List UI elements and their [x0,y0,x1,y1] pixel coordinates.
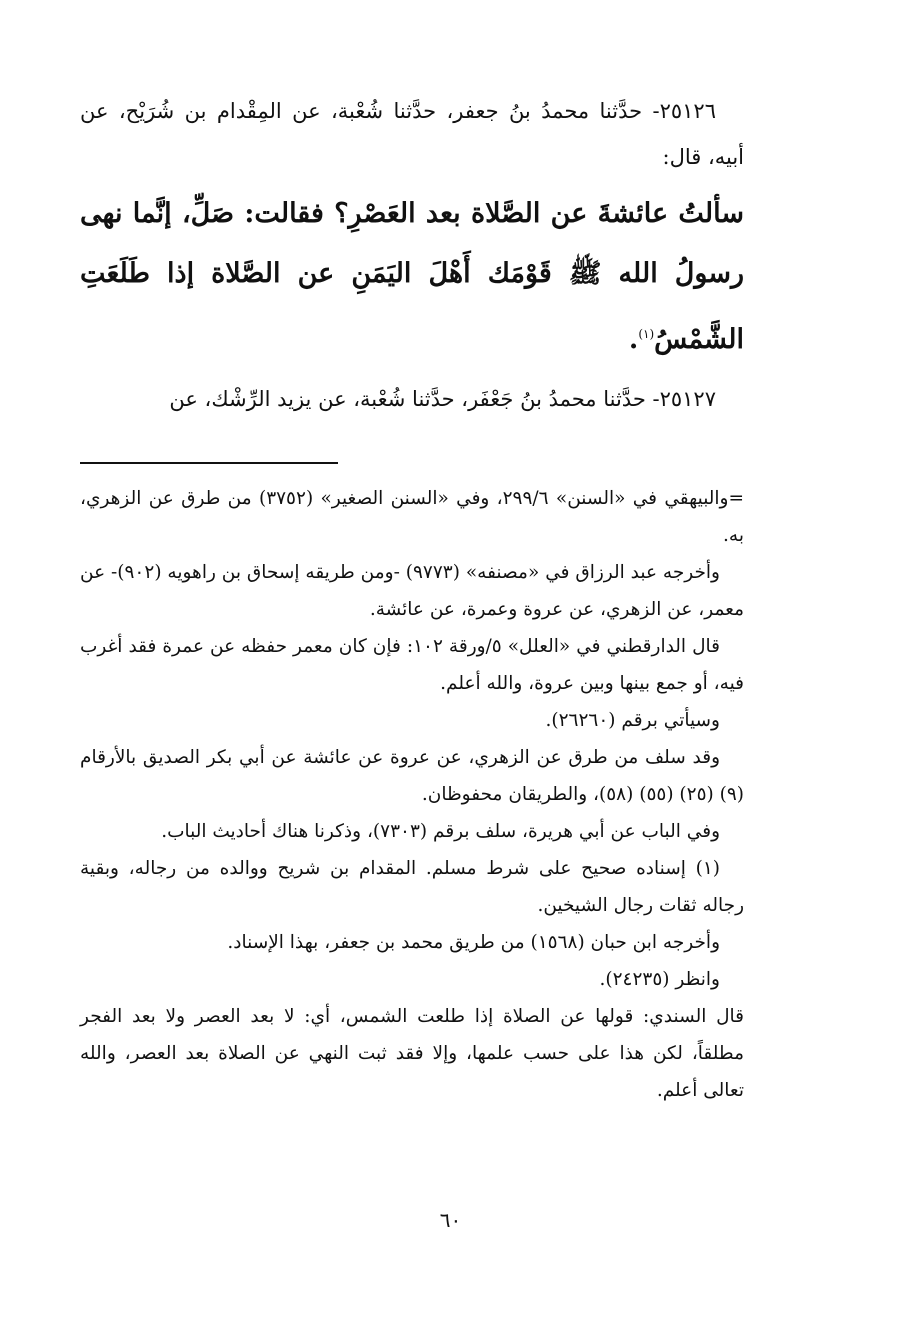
hadith-matn-text: سألتُ عائشةَ عن الصَّلاة بعد العَصْرِ؟ فقالت: صَلِّ، إنَّما نهى رسولُ الله ﷺ قَوْمَك أَهْلَ اليَمَنِ عن الصَّلاة إذا طَلَعَتِ الشَّمْسُ [80,198,744,355]
footnote-paragraph: =والبيهقي في «السنن» ٢٩٩/٦، وفي «السنن الصغير» (٣٧٥٢) من طرق عن الزهري، به. [80,488,744,546]
hadith-matn-end: . [628,324,639,355]
footnote-paragraph: وسيأتي برقم (٢٦٢٦٠). [545,710,720,731]
footnote-paragraph: قال الدارقطني في «العلل» ٥/ورقة ١٠٢: فإن كان معمر حفظه عن عمرة فقد أغرب فيه، أو جمع بينها وبين عروة، والله أعلم. [80,636,744,694]
footnote-divider [80,462,338,464]
page-number: ٦٠ [439,1208,462,1232]
hadith-25126-isnad: ٢٥١٢٦- حدَّثنا محمدُ بنُ جعفر، حدَّثنا شُعْبة، عن المِقْدام بن شُرَيْح، عن أبيه، قال: [80,99,744,169]
footnote-paragraph: وقد سلف من طرق عن الزهري، عن عروة عن عائشة عن أبي بكر الصديق بالأرقام (٩) (٢٥) (٥٥) (٥٨)، والطريقان محفوظان. [80,747,744,805]
footnote-marker[interactable]: (١) [638,327,655,341]
footnote-paragraph: وأخرجه عبد الرزاق في «مصنفه» (٩٧٧٣) -ومن طريقه إسحاق بن راهويه (٩٠٢)- عن معمر، عن الزهري، عن عروة وعمرة، عن عائشة. [80,562,744,620]
footnote-paragraph: وفي الباب عن أبي هريرة، سلف برقم (٧٣٠٣)، وذكرنا هناك أحاديث الباب. [161,821,720,842]
page-body [80,88,744,1109]
hadith-25126-matn [80,184,744,370]
hadith-25127-isnad: ٢٥١٢٧- حدَّثنا محمدُ بنُ جَعْفَر، حدَّثنا شُعْبة، عن يزيد الرِّشْك، عن [169,387,716,411]
footnote-paragraph: وانظر (٢٤٢٣٥). [599,969,720,990]
footnote-paragraph: قال السندي: قولها عن الصلاة إذا طلعت الشمس، أي: لا بعد العصر ولا بعد الفجر مطلقاً، لكن هذا على حسب علمها، وإلا فقد ثبت النهي عن الصلاة بعد العصر، والله تعالى أعلم. [80,1006,744,1101]
footnote-paragraph: (١) إسناده صحيح على شرط مسلم. المقدام بن شريح ووالده من رجاله، وبقية رجاله ثقات رجال الشيخين. [80,858,744,916]
footnotes [80,480,744,1109]
footnote-paragraph: وأخرجه ابن حبان (١٥٦٨) من طريق محمد بن جعفر، بهذا الإسناد. [227,932,720,953]
